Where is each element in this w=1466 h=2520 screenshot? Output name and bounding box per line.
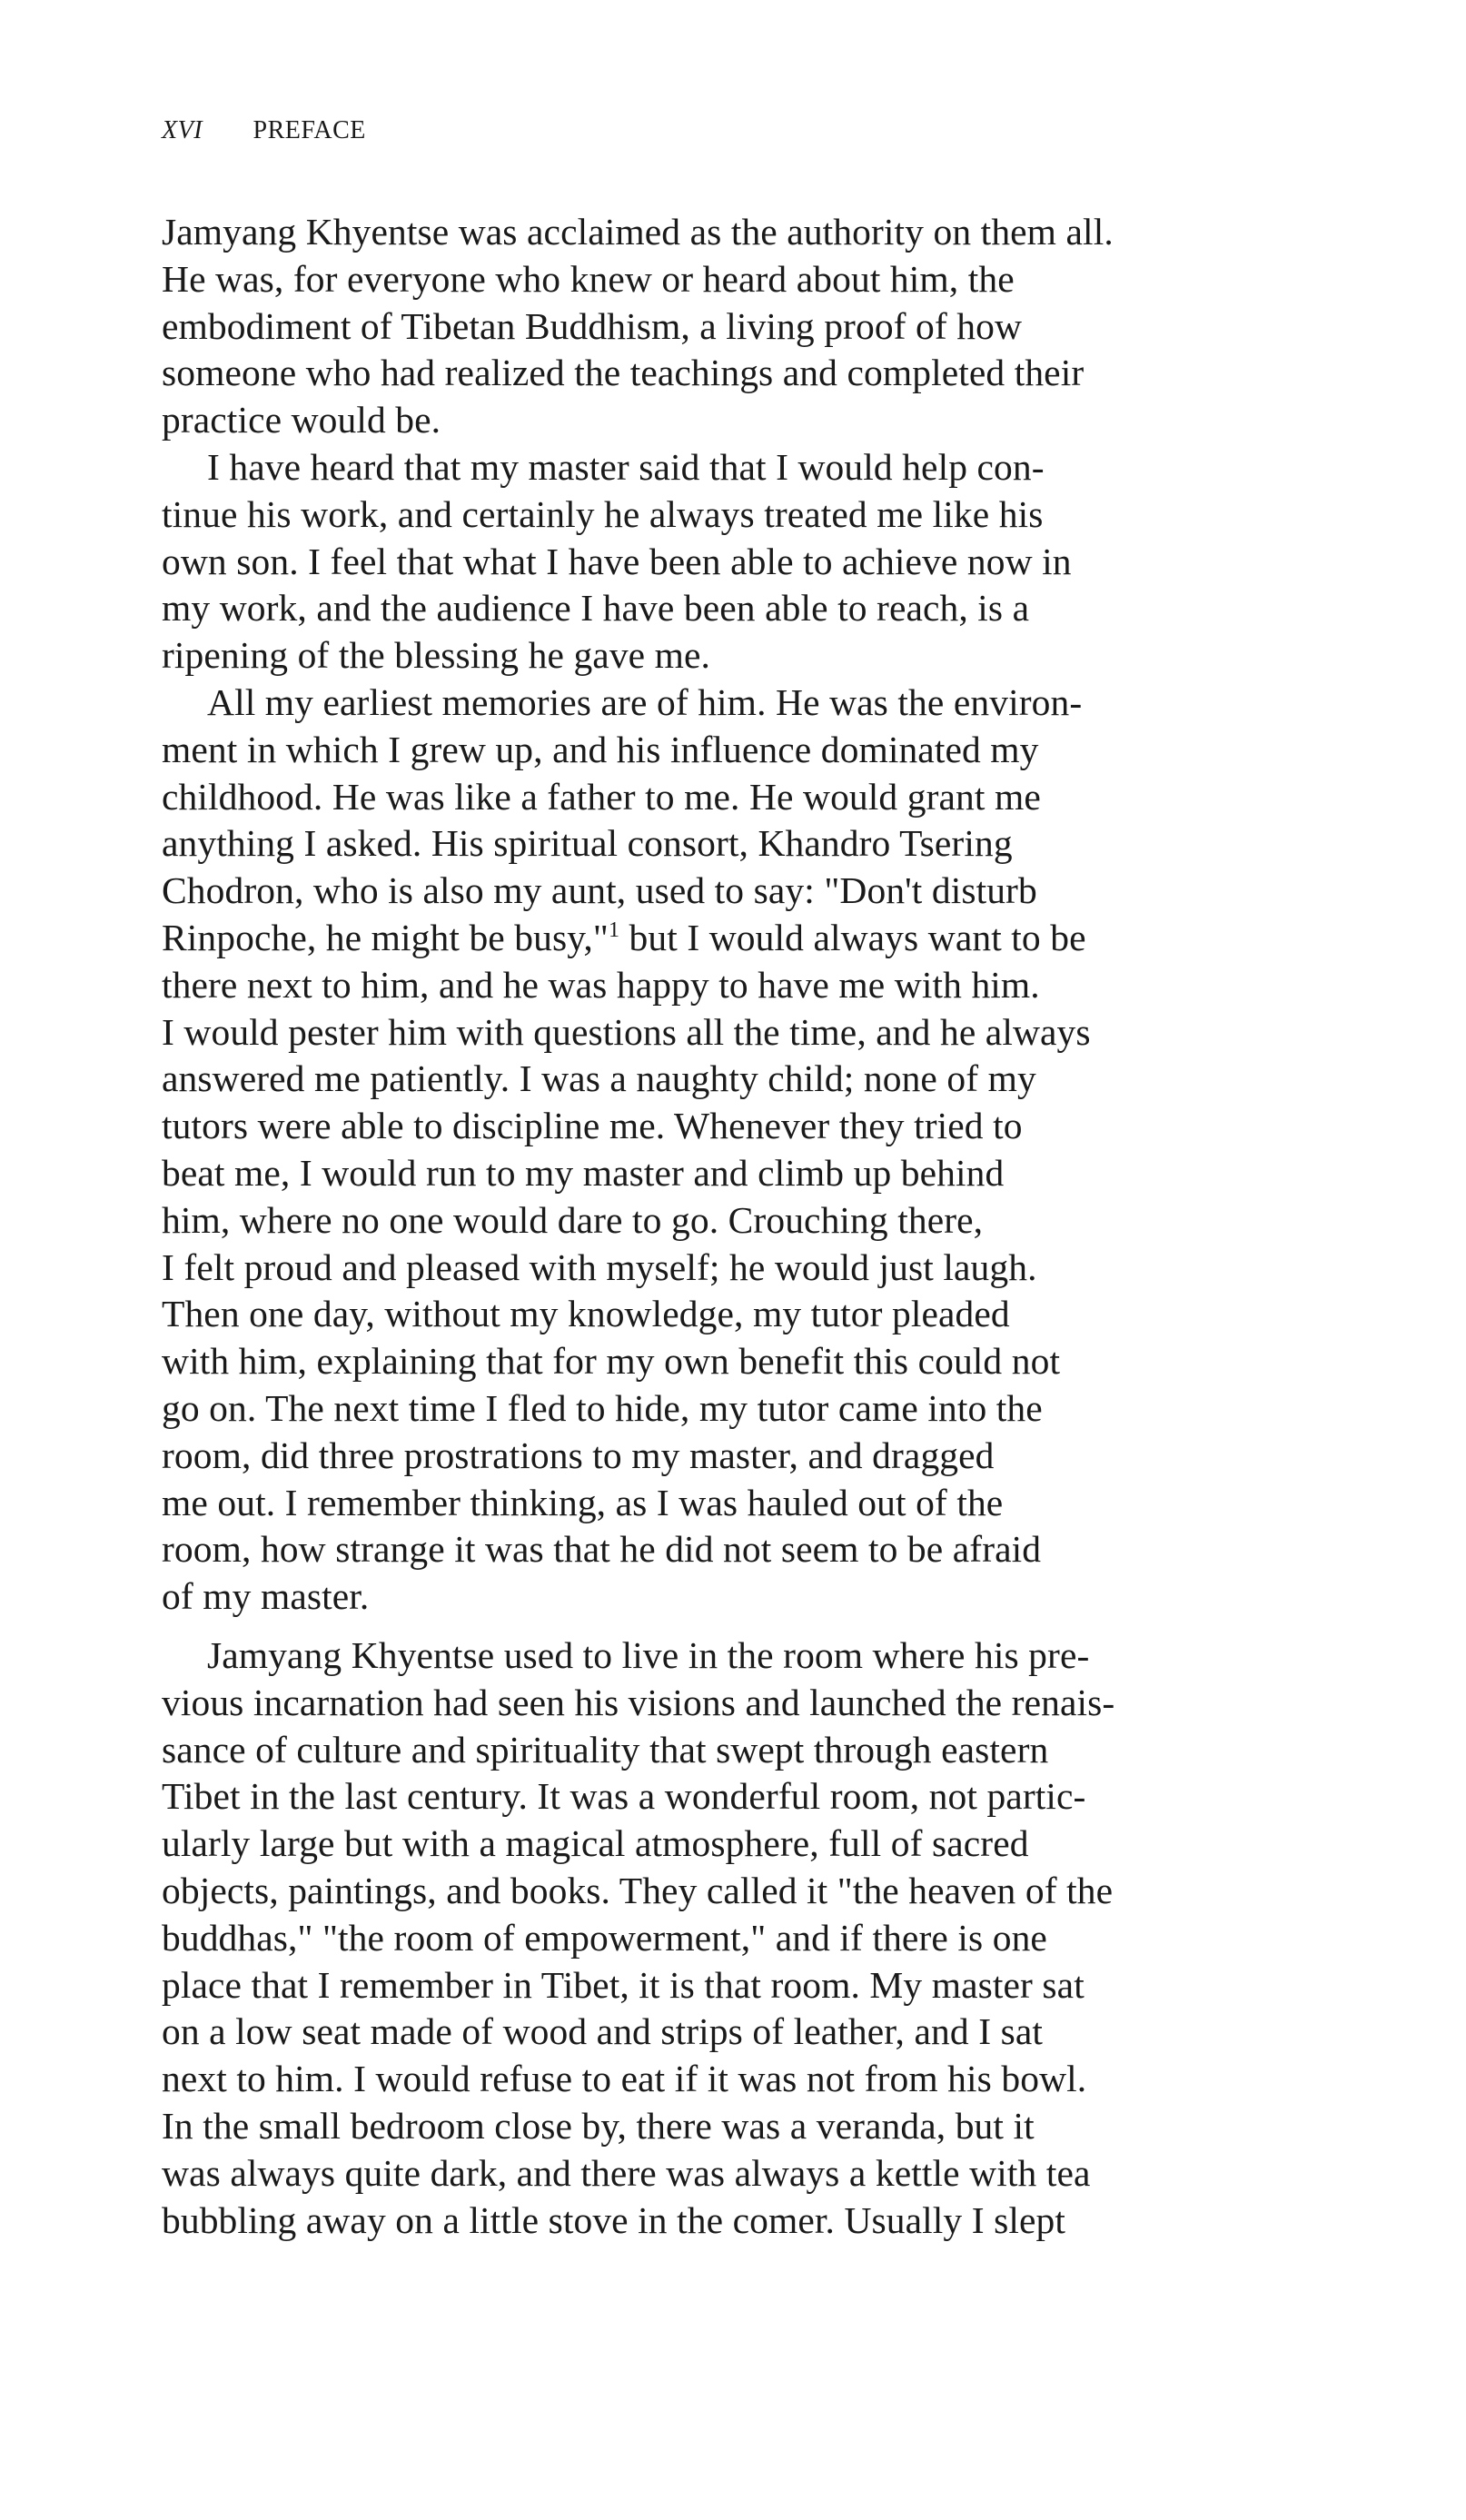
text-line: vious incarnation had seen his visions and launched the renais- bbox=[162, 1681, 1115, 1723]
text-line: anything I asked. His spiritual consort, Khandro Tsering bbox=[162, 822, 1013, 865]
text-line: sance of culture and spirituality that swept through eastern bbox=[162, 1728, 1049, 1771]
paragraph-start-line: I have heard that my master said that I would help con- bbox=[207, 445, 1045, 488]
text-line: my work, and the audience I have been able to reach, is a bbox=[162, 587, 1030, 630]
text-line: Jamyang Khyentse was acclaimed as the authority on them all. bbox=[162, 211, 1114, 253]
text-line: Tibet in the last century. It was a wonderful room, not partic- bbox=[162, 1775, 1086, 1818]
text-line: tutors were able to discipline me. Whenever they tried to bbox=[162, 1105, 1023, 1147]
text-line: ripening of the blessing he gave me. bbox=[162, 634, 711, 677]
text-line: objects, paintings, and books. They called it "the heaven of the bbox=[162, 1869, 1114, 1911]
text-line: I would pester him with questions all the time, and he always bbox=[162, 1010, 1091, 1053]
text-line: there next to him, and he was happy to have me with him. bbox=[162, 963, 1040, 1006]
text-line: I felt proud and pleased with myself; he would just laugh. bbox=[162, 1245, 1037, 1288]
text-line: go on. The next time I fled to hide, my tutor came into the bbox=[162, 1386, 1043, 1429]
text-segment: but I would always want to be bbox=[619, 916, 1086, 958]
text-line: buddhas," "the room of empowerment," and if there is one bbox=[162, 1916, 1047, 1959]
paragraph-start-line: All my earliest memories are of him. He was the environ- bbox=[207, 680, 1083, 723]
text-line: place that I remember in Tibet, it is that room. My master sat bbox=[162, 1963, 1085, 2006]
text-line: of my master. bbox=[162, 1575, 370, 1618]
text-segment: Rinpoche, he might be busy," bbox=[162, 916, 609, 958]
text-line: embodiment of Tibetan Buddhism, a living proof of how bbox=[162, 304, 1023, 347]
text-line-with-footnote bbox=[162, 915, 1179, 962]
text-line: practice would be. bbox=[162, 399, 441, 441]
footnote-marker[interactable]: 1 bbox=[608, 918, 620, 943]
running-title: PREFACE bbox=[253, 116, 366, 144]
text-line: bubbling away on a little stove in the comer. Usually I slept bbox=[162, 2198, 1065, 2241]
text-line: He was, for everyone who knew or heard about him, the bbox=[162, 257, 1015, 300]
text-line: own son. I feel that what I have been able to achieve now in bbox=[162, 540, 1072, 582]
running-header bbox=[162, 116, 366, 145]
text-line: ment in which I grew up, and his influence dominated my bbox=[162, 728, 1039, 770]
page-number: XVI bbox=[162, 116, 203, 144]
text-line: room, how strange it was that he did not seem to be afraid bbox=[162, 1528, 1042, 1571]
text-line: Chodron, who is also my aunt, used to say: "Don't disturb bbox=[162, 869, 1037, 912]
text-line: with him, explaining that for my own benefit this could not bbox=[162, 1340, 1061, 1383]
text-line: someone who had realized the teachings and completed their bbox=[162, 352, 1085, 394]
text-line: answered me patiently. I was a naughty child; none of my bbox=[162, 1057, 1036, 1100]
text-line: tinue his work, and certainly he always treated me like his bbox=[162, 492, 1044, 535]
text-line: ularly large but with a magical atmosphere, full of sacred bbox=[162, 1822, 1029, 1865]
text-line: childhood. He was like a father to me. He would grant me bbox=[162, 775, 1041, 818]
text-line: Then one day, without my knowledge, my tutor pleaded bbox=[162, 1293, 1010, 1335]
paragraph-start-line: Jamyang Khyentse used to live in the room where his pre- bbox=[207, 1634, 1090, 1676]
text-line: me out. I remember thinking, as I was hauled out of the bbox=[162, 1481, 1004, 1523]
text-line: room, did three prostrations to my master, and dragged bbox=[162, 1434, 995, 1476]
text-block-1 bbox=[162, 209, 1179, 1621]
text-line: him, where no one would dare to go. Crouching there, bbox=[162, 1198, 984, 1241]
text-line: on a low seat made of wood and strips of leather, and I sat bbox=[162, 2010, 1043, 2053]
text-block-2 bbox=[162, 1632, 1179, 2244]
text-line: beat me, I would run to my master and climb up behind bbox=[162, 1151, 1005, 1194]
text-line: In the small bedroom close by, there was a veranda, but it bbox=[162, 2104, 1035, 2147]
text-line: was always quite dark, and there was always a kettle with tea bbox=[162, 2151, 1091, 2194]
text-line: next to him. I would refuse to eat if it was not from his bowl. bbox=[162, 2058, 1087, 2100]
